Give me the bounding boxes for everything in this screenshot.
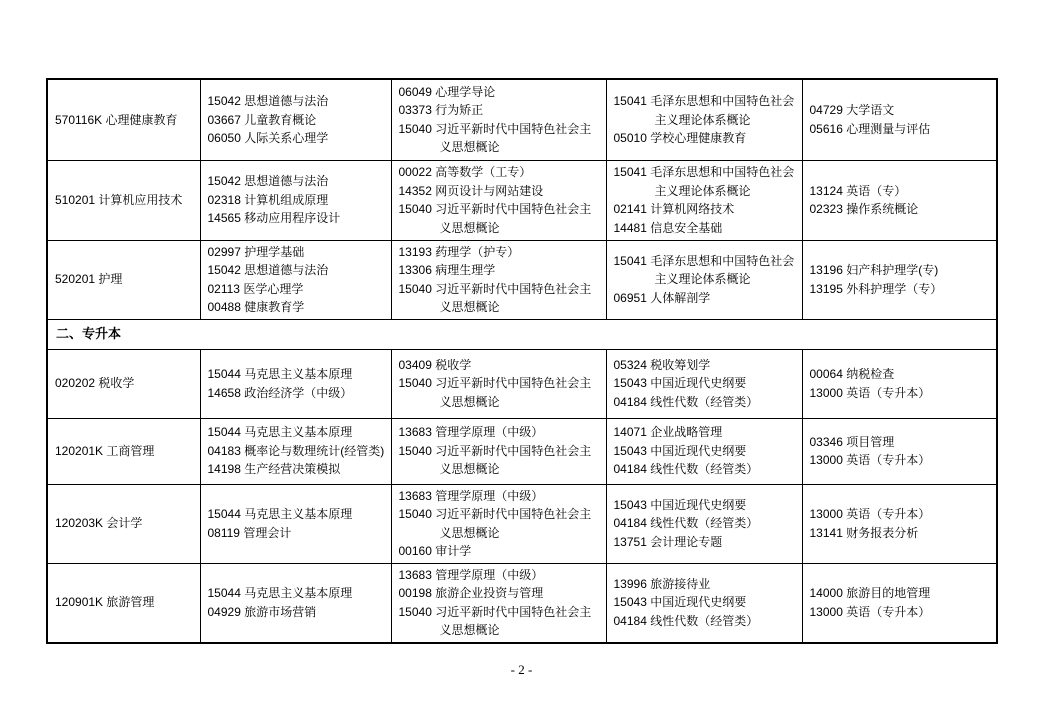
major-code-name: 510201 计算机应用技术: [47, 160, 200, 240]
schedule-table-body: [47, 79, 997, 643]
schedule-row: [47, 484, 997, 563]
course-slot-cell: [391, 563, 606, 643]
course-item: 03409 税收学: [398, 357, 472, 372]
course-slot-cell: [606, 79, 802, 160]
course-item: 04929 旅游市场营销: [207, 604, 317, 619]
course-item: 00160 审计学: [398, 544, 472, 558]
schedule-row: [47, 418, 997, 484]
course-slot-cell: [200, 349, 391, 418]
course-item: 05010 学校心理健康教育: [613, 131, 747, 145]
course-item: 15040 习近平新时代中国特色社会主义思想概论: [398, 604, 592, 637]
course-slot-cell: [802, 240, 997, 319]
course-item: 03373 行为矫正: [398, 103, 484, 118]
course-slot-cell: [802, 418, 997, 484]
course-slot-cell: [802, 79, 997, 160]
course-item: 04183 概率论与数理统计(经管类): [207, 443, 385, 458]
section-header-row: [47, 319, 997, 349]
course-item: 13000 英语（专升本）: [809, 385, 931, 400]
course-item: 13751 会计理论专题: [613, 534, 723, 549]
course-slot-cell: [200, 79, 391, 160]
course-item: 15040 习近平新时代中国特色社会主义思想概论: [398, 376, 592, 409]
schedule-row: [47, 79, 997, 160]
course-item: 02318 计算机组成原理: [207, 192, 329, 207]
course-item: 02113 医学心理学: [207, 281, 304, 296]
course-item: 04729 大学语文: [809, 103, 895, 118]
schedule-row: [47, 240, 997, 319]
course-slot-cell: [606, 484, 802, 563]
major-code-name: 520201 护理: [47, 240, 200, 319]
course-item: 04184 线性代数（经管类）: [613, 462, 759, 477]
course-item: 02997 护理学基础: [207, 244, 305, 259]
course-item: 06050 人际关系心理学: [207, 131, 329, 145]
course-item: 15042 思想道德与法治: [207, 94, 329, 108]
course-slot-cell: [606, 160, 802, 240]
course-item: 15043 中国近现代史纲要: [613, 443, 747, 458]
course-item: 14071 企业战略管理: [613, 425, 723, 440]
course-item: 15044 马克思主义基本原理: [207, 507, 353, 521]
course-slot-cell: [391, 160, 606, 240]
course-item: 15040 习近平新时代中国特色社会主义思想概论: [398, 281, 592, 314]
course-item: 06049 心理学导论: [398, 84, 496, 99]
course-slot-cell: [391, 240, 606, 319]
course-item: 15043 中国近现代史纲要: [613, 595, 747, 610]
course-slot-cell: [606, 349, 802, 418]
course-slot-cell: [391, 484, 606, 563]
course-item: 15040 习近平新时代中国特色社会主义思想概论: [398, 443, 592, 477]
course-item: 08119 管理会计: [207, 525, 292, 540]
major-code-name: 120201K 工商管理: [47, 418, 200, 484]
course-slot-cell: [606, 418, 802, 484]
course-slot-cell: [200, 240, 391, 319]
course-item: 15041 毛泽东思想和中国特色社会主义理论体系概论: [613, 94, 795, 127]
course-slot-cell: [200, 563, 391, 643]
course-item: 04184 线性代数（经管类）: [613, 394, 759, 409]
course-item: 14481 信息安全基础: [613, 220, 723, 235]
course-item: 15041 毛泽东思想和中国特色社会主义理论体系概论: [613, 165, 795, 198]
course-item: 14198 生产经营决策模拟: [207, 462, 341, 477]
course-slot-cell: [802, 160, 997, 240]
course-slot-cell: [200, 418, 391, 484]
schedule-row: [47, 349, 997, 418]
course-slot-cell: [391, 349, 606, 418]
course-item: 15044 马克思主义基本原理: [207, 367, 353, 381]
course-slot-cell: [391, 418, 606, 484]
course-item: 03667 儿童教育概论: [207, 112, 317, 127]
course-item: 00022 高等数学（工专）: [398, 165, 532, 179]
course-slot-cell: [391, 79, 606, 160]
course-item: 13141 财务报表分析: [809, 525, 919, 540]
course-item: 13193 药理学（护专）: [398, 244, 520, 259]
course-item: 14000 旅游目的地管理: [809, 586, 931, 600]
course-item: 15043 中国近现代史纲要: [613, 376, 747, 391]
course-item: 15043 中国近现代史纲要: [613, 497, 747, 512]
course-item: 00488 健康教育学: [207, 300, 305, 314]
major-code-name: 120203K 会计学: [47, 484, 200, 563]
course-item: 13000 英语（专升本）: [809, 453, 931, 467]
schedule-row: [47, 160, 997, 240]
course-item: 14352 网页设计与网站建设: [398, 183, 544, 198]
course-item: 15040 习近平新时代中国特色社会主义思想概论: [398, 202, 592, 235]
major-code-name: 570116K 心理健康教育: [47, 79, 200, 160]
course-item: 00064 纳税检查: [809, 367, 895, 381]
course-item: 02141 计算机网络技术: [613, 202, 735, 216]
course-item: 13996 旅游接待业: [613, 576, 711, 591]
course-slot-cell: [200, 160, 391, 240]
course-item: 13000 英语（专升本）: [809, 604, 931, 619]
course-slot-cell: [606, 563, 802, 643]
course-item: 13196 妇产科护理学(专): [809, 263, 939, 277]
course-item: 13683 管理学原理（中级）: [398, 567, 544, 582]
course-item: 15042 思想道德与法治: [207, 263, 329, 277]
course-slot-cell: [606, 240, 802, 319]
course-slot-cell: [802, 349, 997, 418]
course-item: 04184 线性代数（经管类）: [613, 516, 759, 531]
course-item: 15044 马克思主义基本原理: [207, 586, 353, 600]
course-item: 15044 马克思主义基本原理: [207, 425, 353, 440]
course-item: 02323 操作系统概论: [809, 202, 919, 216]
course-slot-cell: [802, 563, 997, 643]
course-item: 15041 毛泽东思想和中国特色社会主义理论体系概论: [613, 253, 795, 287]
page-number: - 2 -: [510, 662, 533, 677]
course-item: 13683 管理学原理（中级）: [398, 488, 544, 503]
course-schedule-table: [46, 78, 998, 644]
course-item: 15042 思想道德与法治: [207, 174, 329, 189]
course-item: 00198 旅游企业投资与管理: [398, 586, 544, 600]
course-item: 15040 习近平新时代中国特色社会主义思想概论: [398, 507, 592, 540]
course-item: 13306 病理生理学: [398, 263, 496, 277]
course-item: 13124 英语（专）: [809, 183, 907, 198]
schedule-row: [47, 563, 997, 643]
course-item: 03346 项目管理: [809, 434, 895, 449]
major-code-name: 020202 税收学: [47, 349, 200, 418]
course-slot-cell: [200, 484, 391, 563]
section-title: 二、专升本: [47, 319, 997, 349]
major-code-name: 120901K 旅游管理: [47, 563, 200, 643]
course-item: 13683 管理学原理（中级）: [398, 425, 544, 440]
course-item: 15040 习近平新时代中国特色社会主义思想概论: [398, 121, 592, 155]
course-item: 14565 移动应用程序设计: [207, 211, 341, 226]
course-item: 05324 税收筹划学: [613, 357, 711, 372]
course-item: 06951 人体解剖学: [613, 290, 711, 305]
course-item: 04184 线性代数（经管类）: [613, 613, 759, 628]
course-item: 14658 政治经济学（中级）: [207, 385, 353, 400]
course-item: 13000 英语（专升本）: [809, 507, 931, 521]
course-slot-cell: [802, 484, 997, 563]
course-item: 13195 外科护理学（专）: [809, 281, 943, 296]
course-item: 05616 心理测量与评估: [809, 121, 931, 136]
